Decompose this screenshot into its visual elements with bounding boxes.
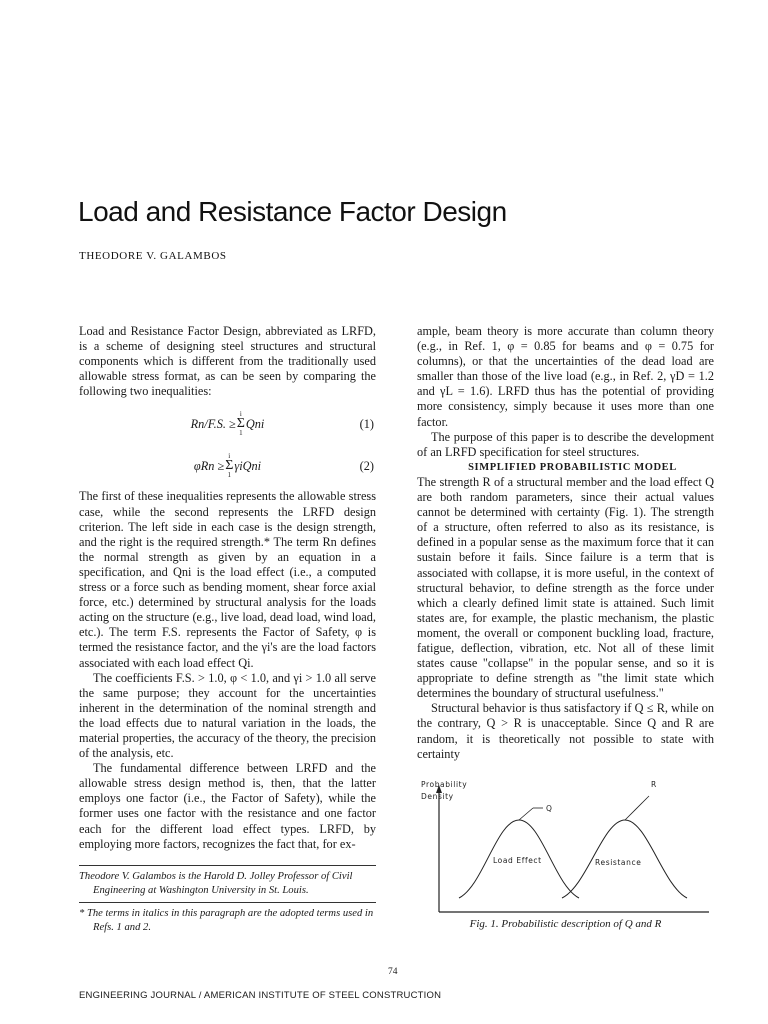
footnote-divider: [79, 902, 376, 903]
sigma-icon: Σ: [236, 416, 245, 432]
equation-2-number: (2): [359, 458, 374, 473]
author-name: THEODORE V. GALAMBOS: [79, 250, 227, 262]
r-marker-label: R: [651, 780, 657, 789]
sum-lower-limit: 1: [227, 471, 232, 480]
sum-upper-limit: i: [239, 410, 242, 419]
body-paragraph: The coefficients F.S. > 1.0, φ < 1.0, and γi > 1.0 all serve the same purpose; they account for the uncertainties inherent in the determination of the nominal strength and the load effects due to natural variation in the loads, the material properties, the accuracy of the theory, the precision of the analysis, etc.: [79, 670, 376, 761]
equation-1: [79, 407, 376, 441]
footnote-divider: [79, 865, 376, 866]
equation-2: [79, 449, 376, 483]
summation-symbol: [225, 453, 233, 479]
y-axis-label: Probability: [421, 780, 468, 789]
figure-1: [417, 776, 714, 936]
equation-2-rhs: γiQni: [234, 458, 262, 473]
body-paragraph: ample, beam theory is more accurate than column theory (e.g., in Ref. 1, φ = 0.85 for beams and φ = 0.75 for columns), or that the uncertainties of the dead load are smaller than those of the live load (e.g., in Ref. 2, γD = 1.2 and γL = 1.6). LRFD thus has the potential of providing more consistency, simply because it uses more than one factor.: [417, 324, 714, 429]
intro-paragraph: Load and Resistance Factor Design, abbreviated as LRFD, is a scheme of designing steel structures and structural components which is different from the traditionally used allowable stress format, as can be seen by comparing the following two inequalities:: [79, 324, 376, 399]
body-paragraph: Structural behavior is thus satisfactory if Q ≤ R, while on the contrary, Q > R is unacceptable. Since Q and R are random, it is theoretically not possible to state with certainty: [417, 701, 714, 761]
body-paragraph: The fundamental difference between LRFD and the allowable stress design method is, then, that the latter employs one factor (i.e., the Factor of Safety), while the former uses one factor with the resistance and one factor each for the different load effect types. LRFD, by employing more factors, recognizes the fact that, for ex-: [79, 761, 376, 851]
page-number: 74: [388, 967, 398, 977]
equation-2-lhs: φRn ≥: [193, 458, 225, 473]
equation-1-lhs: Rn/F.S. ≥: [190, 416, 236, 431]
left-column: [79, 324, 376, 852]
sum-lower-limit: 1: [239, 429, 243, 438]
resistance-label: Resistance: [595, 858, 642, 867]
running-footer: ENGINEERING JOURNAL / AMERICAN INSTITUTE OF STEEL CONSTRUCTION: [79, 990, 442, 1001]
load-effect-label: Load Effect: [493, 856, 542, 865]
figure-caption: Fig. 1. Probabilistic description of Q and R: [469, 918, 662, 930]
equation-1-number: (1): [359, 416, 374, 431]
section-heading: SIMPLIFIED PROBABILISTIC MODEL: [468, 461, 677, 473]
right-column: [417, 324, 714, 762]
probability-plot: [417, 776, 714, 936]
article-title: Load and Resistance Factor Design: [78, 196, 507, 227]
body-paragraph: The strength R of a structural member and the load effect Q are both random parameters, since their actual values cannot be determined with certainty (Fig. 1). The strength of a structure, often referred to also as its resistance, is defined in a popular sense as the maximum force that it can sustain before it fails. Since failure is a term that is associated with collapse, it is more useful, in the context of structural behavior, to define strength as the force under which a clearly defined limit state is attained. Such limit states are, for example, the plastic mechanism, the plastic moment, the overall or component buckling load, fracture, fatigue, deflection, vibration, etc. Not all of these limit states cause "collapse" in the popular sense, and so it is appropriate to define strength as "the limit state which determines the boundary of structural usefulness.": [417, 474, 714, 701]
body-paragraph: The purpose of this paper is to describe the development of an LRFD specification for steel structures.: [417, 429, 714, 459]
author-footnote: Theodore V. Galambos is the Harold D. Jolley Professor of Civil Engineering at Washington University in St. Louis.: [79, 871, 353, 896]
r-leader-line: [625, 796, 649, 820]
q-leader-line: [519, 808, 533, 820]
y-axis-label: Density: [421, 792, 454, 801]
body-paragraph: The first of these inequalities represents the allowable stress case, while the second represents the LRFD design criterion. The left side in each case is the design strength, and the right is the required strength.* The term Rn defines the normal strength as given by an equation in a specification, and Qni is the load effect (i.e., a computed stress or a force such as bending moment, shear force axial force, etc.) determined by structural analysis for the loads acting on the structure (e.g., live load, dead load, wind load, etc.). The term F.S. represents the Factor of Safety, φ is termed the resistance factor, and the γi's are the load factors associated with each load effect Qi.: [79, 489, 376, 670]
equation-1-rhs: Qni: [245, 416, 265, 431]
q-marker-label: Q: [546, 804, 553, 813]
sum-upper-limit: i: [228, 452, 231, 461]
summation-symbol: [237, 411, 245, 437]
sigma-icon: Σ: [225, 458, 234, 474]
terms-footnote: * The terms in italics in this paragraph are the adopted terms used in Refs. 1 and 2.: [79, 908, 374, 933]
